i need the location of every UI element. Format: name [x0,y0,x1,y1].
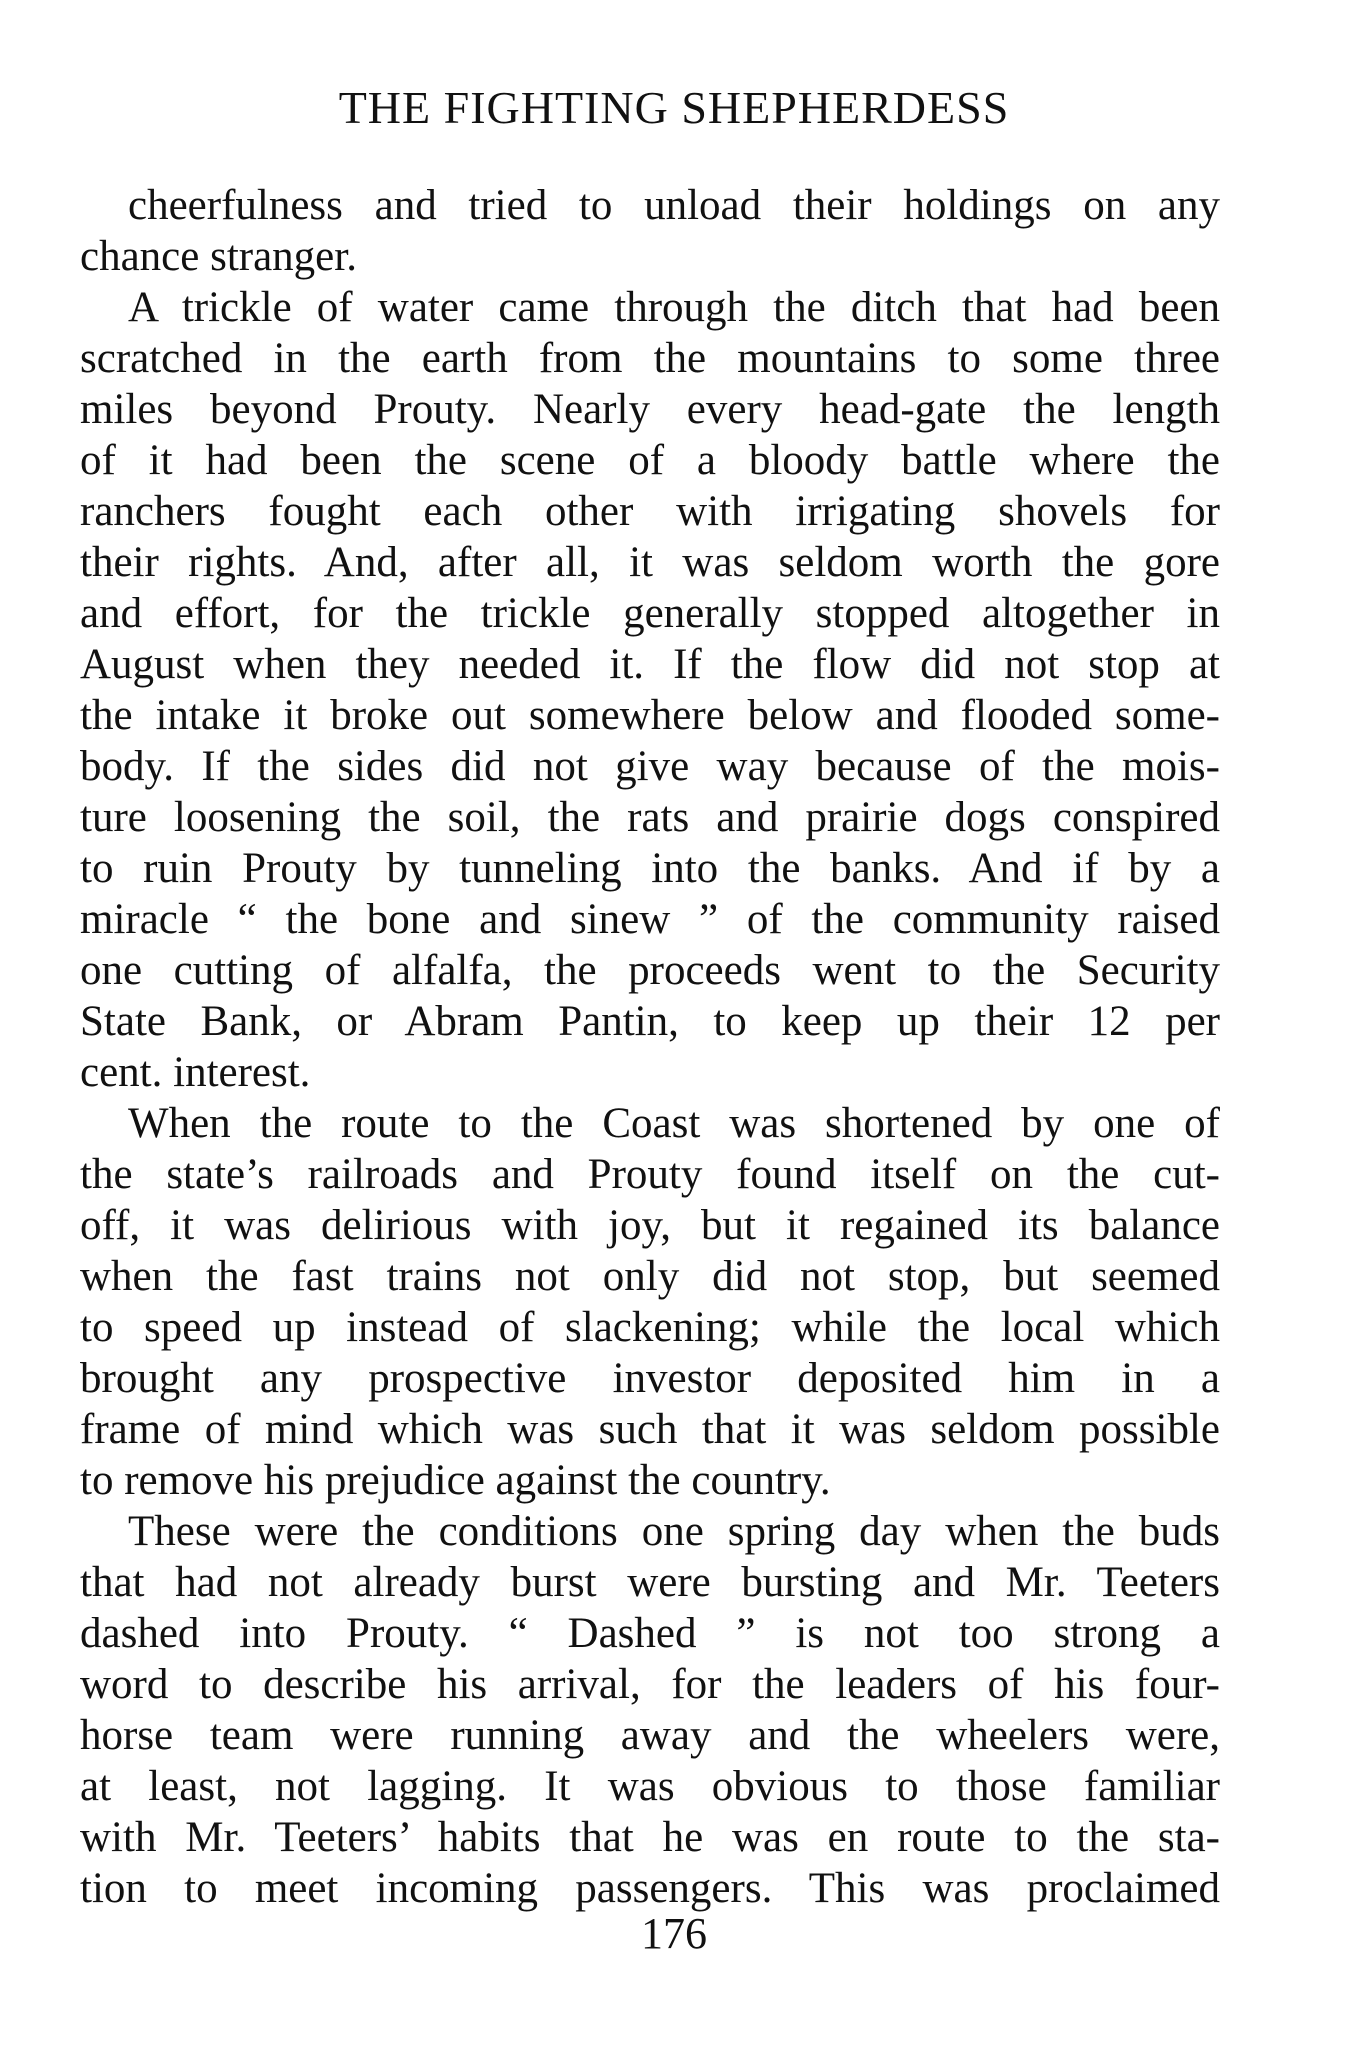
text-line: their rights. And, after all, it was seldom worth the gore [80,539,1220,586]
text-line: one cutting of alfalfa, the proceeds went to the Security [80,947,1220,994]
text-line: ture loosening the soil, the rats and prairie dogs conspired [80,794,1220,841]
text-line: These were the conditions one spring day when the buds [128,1508,1220,1555]
text-line: frame of mind which was such that it was seldom possible [80,1406,1220,1453]
text-line: August when they needed it. If the flow did not stop at [80,641,1220,688]
text-line: A trickle of water came through the ditch that had been [128,284,1220,331]
text-line: at least, not lagging. It was obvious to those familiar [80,1763,1220,1810]
text-line: with Mr. Teeters’ habits that he was en route to the sta- [80,1814,1220,1861]
text-line: word to describe his arrival, for the leaders of his four- [80,1661,1220,1708]
text-line: the state’s railroads and Prouty found itself on the cut- [80,1151,1220,1198]
text-line: chance stranger. [80,233,357,280]
text-line: miracle “ the bone and sinew ” of the community raised [80,896,1220,943]
text-line: cent. interest. [80,1049,311,1096]
text-line: to remove his prejudice against the country. [80,1457,831,1504]
text-line: tion to meet incoming passengers. This was proclaimed [80,1865,1220,1912]
text-line: dashed into Prouty. “ Dashed ” is not too strong a [80,1610,1220,1657]
text-line: body. If the sides did not give way because of the mois- [80,743,1220,790]
text-line: When the route to the Coast was shortened by one of [128,1100,1220,1147]
text-line: ranchers fought each other with irrigating shovels for [80,488,1220,535]
text-line: scratched in the earth from the mountains to some three [80,335,1220,382]
page-number: 176 [641,1909,707,1958]
text-line: brought any prospective investor deposited him in a [80,1355,1220,1402]
text-line: when the fast trains not only did not stop, but seemed [80,1253,1220,1300]
text-line: the intake it broke out somewhere below and flooded some- [80,692,1220,739]
text-line: that had not already burst were bursting and Mr. Teeters [80,1559,1220,1606]
text-line: and effort, for the trickle generally stopped altogether in [80,590,1220,637]
text-line: of it had been the scene of a bloody battle where the [80,437,1220,484]
text-line: to speed up instead of slackening; while the local which [80,1304,1220,1351]
text-line: off, it was delirious with joy, but it regained its balance [80,1202,1220,1249]
text-line: miles beyond Prouty. Nearly every head-gate the length [80,386,1220,433]
body-text [80,180,1220,1914]
text-line: horse team were running away and the wheelers were, [80,1712,1220,1759]
text-line: State Bank, or Abram Pantin, to keep up their 12 per [80,998,1220,1045]
text-line: to ruin Prouty by tunneling into the banks. And if by a [80,845,1220,892]
running-head: THE FIGHTING SHEPHERDESS [338,82,1010,133]
text-line: cheerfulness and tried to unload their holdings on any [128,182,1220,229]
